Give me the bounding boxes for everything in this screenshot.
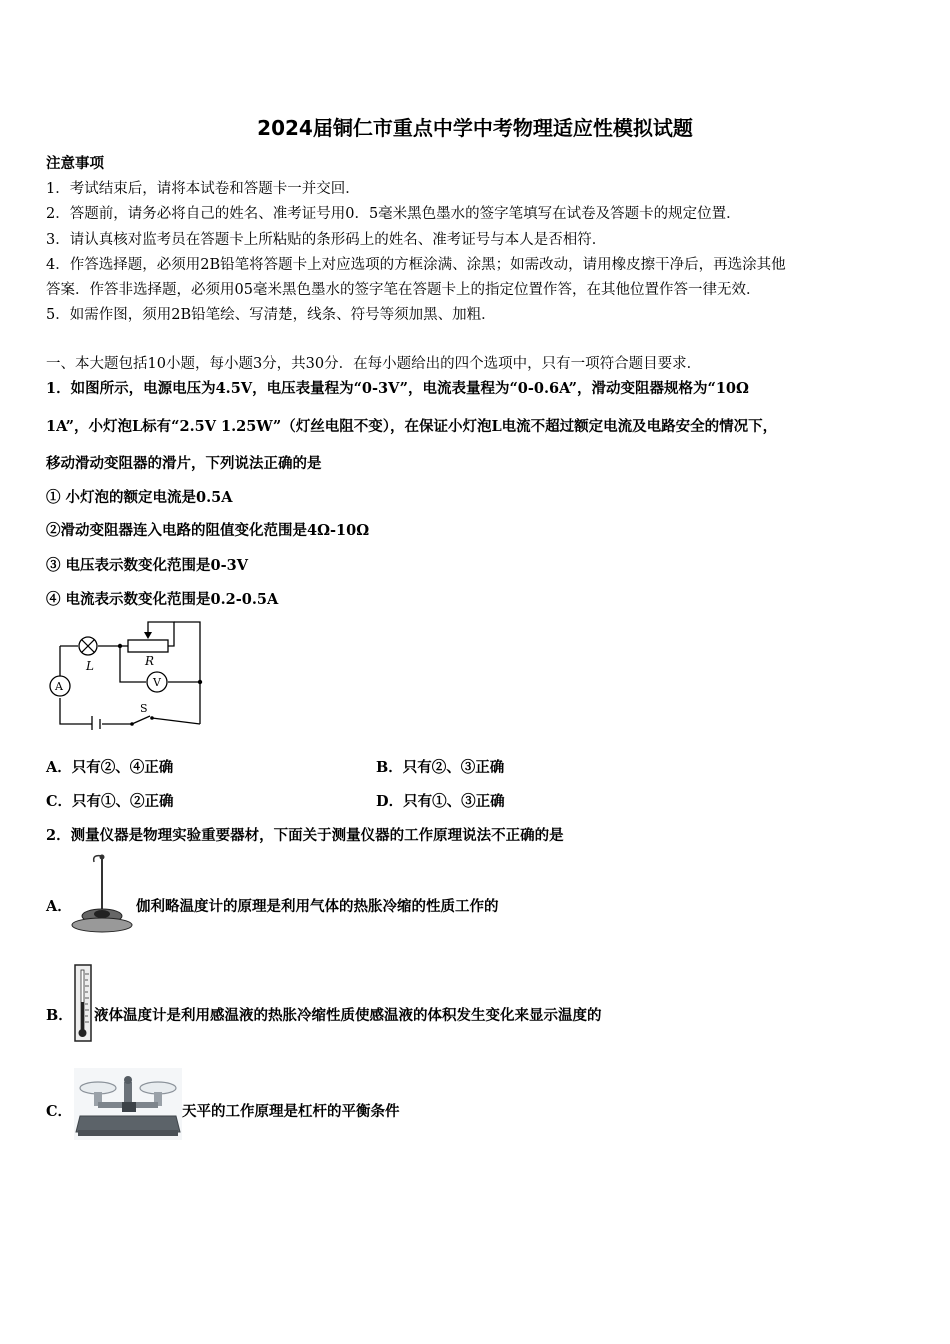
ammeter-label: A xyxy=(55,680,63,693)
notice-item: 1．考试结束后，请将本试卷和答题卡一并交回． xyxy=(46,181,360,197)
voltmeter-label: V xyxy=(153,676,161,689)
rheostat-slider-icon xyxy=(144,632,152,639)
notice-item: 4．作答选择题，必须用2B铅笔将答题卡上对应选项的方框涂满、涂黑；如需改动，请用橡皮擦干净后，再选涂其他 xyxy=(46,257,786,273)
q1-option-b[interactable]: B．只有②、③正确 xyxy=(376,759,505,776)
q1-statement: ②滑动变阻器连入电路的阻值变化范围是4Ω-10Ω xyxy=(46,522,370,539)
circuit-diagram xyxy=(44,618,214,730)
q1-option-d[interactable]: D．只有①、③正确 xyxy=(376,793,505,810)
q1-stem-line: 1A”，小灯泡L标有“2.5V 1.25W”（灯丝电阻不变），在保证小灯泡L电流不超过额定电流及电路安全的情况下， xyxy=(46,418,778,435)
section-heading: 一、本大题包括10小题，每小题3分，共30分．在每小题给出的四个选项中，只有一项符合题目要求． xyxy=(46,356,702,372)
q2-option-b-text[interactable]: 液体温度计是利用感温液的热胀冷缩性质使感温液的体积发生变化来显示温度的 xyxy=(94,1007,602,1024)
q1-stem-line: 移动滑动变阻器的滑片，下列说法正确的是 xyxy=(46,455,322,472)
page-title: 2024届铜仁市重点中学中考物理适应性模拟试题 xyxy=(257,116,693,140)
q1-statement: ① 小灯泡的额定电流是0.5A xyxy=(46,489,233,506)
notice-heading: 注意事项 xyxy=(46,155,104,172)
notice-item: 2．答题前，请务必将自己的姓名、准考证号用0．5毫米黑色墨水的签字笔填写在试卷及答题卡的规定位置． xyxy=(46,206,741,222)
q2-option-c-label[interactable]: C． xyxy=(46,1103,73,1120)
liquid-thermometer-icon xyxy=(70,964,94,1044)
resistor-label: R xyxy=(145,654,155,668)
balance-scale-icon xyxy=(74,1068,182,1140)
q2-option-a-text[interactable]: 伽利略温度计的原理是利用气体的热胀冷缩的性质工作的 xyxy=(136,898,499,915)
q1-stem-line: 1．如图所示，电源电压为4.5V，电压表量程为“0-3V”，电流表量程为“0-0.6A”，滑动变阻器规格为“10Ω xyxy=(46,380,749,397)
q2-option-a-label[interactable]: A． xyxy=(46,898,72,915)
notice-item: 5．如需作图，须用2B铅笔绘、写清楚，线条、符号等须加黑、加粗． xyxy=(46,307,496,323)
notice-item: 答案．作答非选择题，必须用05毫米黑色墨水的签字笔在答题卡上的指定位置作答，在其他位置作答一律无效． xyxy=(46,282,761,298)
q1-statement: ④ 电流表示数变化范围是0.2-0.5A xyxy=(46,591,279,608)
q2-option-c-text[interactable]: 天平的工作原理是杠杆的平衡条件 xyxy=(182,1103,400,1120)
q1-option-a[interactable]: A．只有②、④正确 xyxy=(46,759,174,776)
lamp-label: L xyxy=(86,659,94,673)
switch-label: S xyxy=(140,702,148,715)
q2-stem: 2．测量仪器是物理实验重要器材，下面关于测量仪器的工作原理说法不正确的是 xyxy=(46,827,564,844)
galileo-thermometer-icon xyxy=(70,852,134,936)
q1-statement: ③ 电压表示数变化范围是0-3V xyxy=(46,557,248,574)
q1-option-c[interactable]: C．只有①、②正确 xyxy=(46,793,174,810)
notice-item: 3．请认真核对监考员在答题卡上所粘贴的条形码上的姓名、准考证号与本人是否相符． xyxy=(46,232,607,248)
q2-option-b-label[interactable]: B． xyxy=(46,1007,73,1024)
